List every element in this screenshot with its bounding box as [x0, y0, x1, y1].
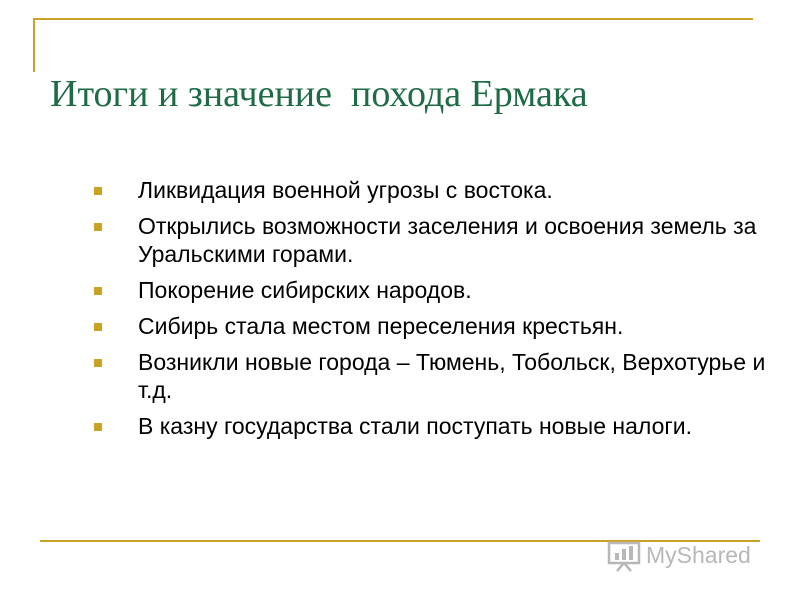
square-bullet-icon	[94, 423, 102, 431]
slide-title: Итоги и значение похода Ермака	[50, 73, 588, 115]
list-item-text: Сибирь стала местом переселения крестьян.	[138, 313, 624, 339]
square-bullet-icon	[94, 287, 102, 295]
watermark-text: MyShared	[646, 542, 751, 568]
square-bullet-icon	[94, 323, 102, 331]
square-bullet-icon	[94, 223, 102, 231]
list-item	[94, 276, 774, 304]
square-bullet-icon	[94, 359, 102, 367]
list-item	[94, 412, 774, 440]
square-bullet-icon	[94, 187, 102, 195]
top-rule	[33, 18, 753, 20]
bullet-list	[94, 176, 774, 448]
presentation-board-icon	[606, 540, 642, 572]
list-item-text: В казну государства стали поступать новые налоги.	[138, 413, 692, 439]
list-item-text: Возникли новые города – Тюмень, Тобольск, Верхотурье и т.д.	[138, 349, 766, 403]
watermark	[606, 538, 776, 578]
list-item	[94, 312, 774, 340]
list-item	[94, 348, 774, 404]
list-item-text: Ликвидация военной угрозы с востока.	[138, 177, 553, 203]
left-rule	[33, 18, 35, 72]
list-item	[94, 176, 774, 204]
list-item-text: Открылись возможности заселения и освоения земель за Уральскими горами.	[138, 213, 757, 267]
list-item	[94, 212, 774, 268]
list-item-text: Покорение сибирских народов.	[138, 277, 472, 303]
